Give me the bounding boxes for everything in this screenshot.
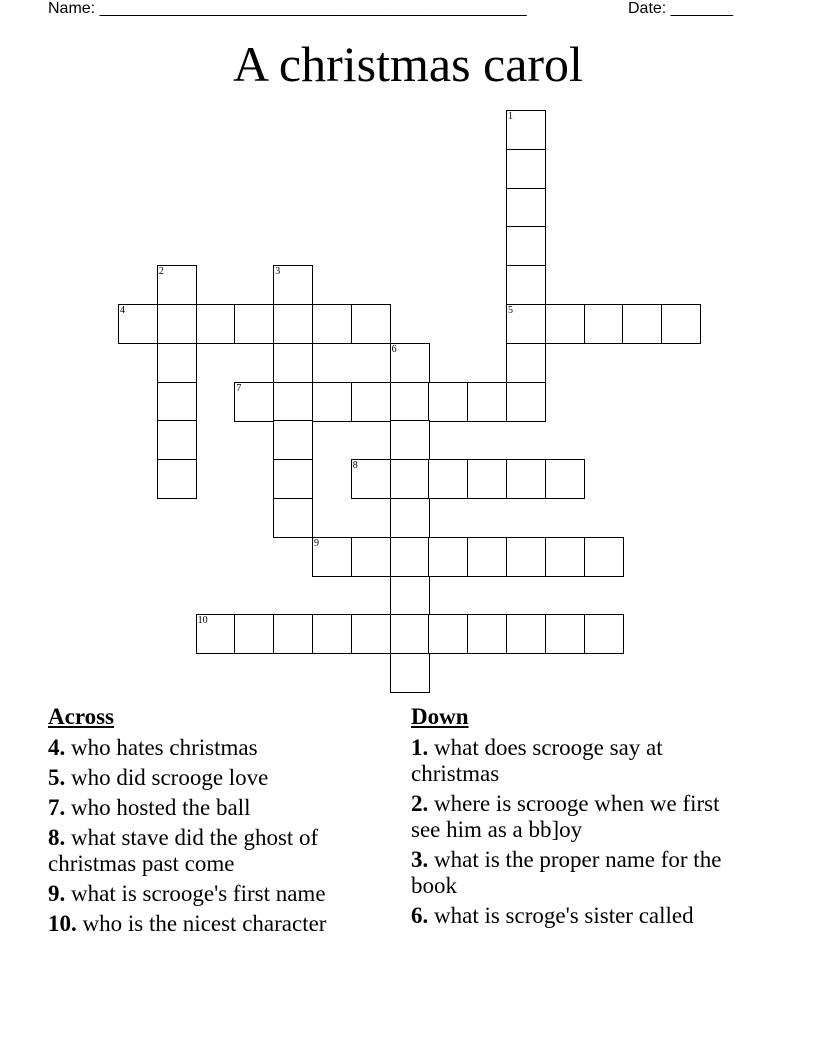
grid-cell[interactable] <box>545 459 585 499</box>
clue-text: what is scroge's sister called <box>434 903 694 928</box>
grid-cell[interactable] <box>390 343 430 383</box>
grid-cell[interactable] <box>506 110 546 150</box>
grid-cell[interactable] <box>428 382 468 422</box>
clue-number: 4. <box>48 735 66 760</box>
grid-cell[interactable] <box>157 343 197 383</box>
grid-cell[interactable] <box>506 343 546 383</box>
grid-cell[interactable] <box>467 614 507 654</box>
clue-number: 5. <box>48 765 66 790</box>
clue-down-6 <box>411 903 751 929</box>
across-clues <box>48 703 388 941</box>
grid-cell[interactable] <box>351 459 391 499</box>
grid-cell[interactable] <box>390 576 430 616</box>
clue-number: 7. <box>48 795 66 820</box>
down-heading: Down <box>411 704 469 729</box>
grid-cell[interactable] <box>273 614 313 654</box>
grid-cell[interactable] <box>157 459 197 499</box>
clue-text: who hosted the ball <box>71 795 251 820</box>
clue-number: 9. <box>48 881 66 906</box>
grid-cell[interactable] <box>428 459 468 499</box>
grid-cell[interactable] <box>661 304 701 344</box>
clue-text: where is scrooge when we first see him as a bb]oy <box>411 791 720 842</box>
clue-across-9 <box>48 881 388 907</box>
cell-number: 9 <box>314 537 319 549</box>
cell-number: 6 <box>391 343 397 355</box>
clue-number: 10. <box>48 911 77 936</box>
grid-cell[interactable] <box>351 382 391 422</box>
down-clues <box>411 703 751 933</box>
clue-text: what does scrooge say at christmas <box>411 735 663 786</box>
clue-text: who is the nicest character <box>82 911 327 936</box>
grid-cell[interactable] <box>428 537 468 577</box>
grid-cell[interactable] <box>234 382 274 422</box>
grid-cell[interactable] <box>312 382 352 422</box>
grid-cell[interactable] <box>390 382 430 422</box>
clue-across-5 <box>48 765 388 791</box>
clue-down-2 <box>411 791 751 843</box>
cell-number: 2 <box>158 266 164 278</box>
cell-number: 8 <box>352 460 358 472</box>
grid-cell[interactable] <box>506 382 546 422</box>
grid-cell[interactable] <box>467 382 507 422</box>
cell-number: 7 <box>236 382 242 394</box>
grid-cell[interactable] <box>390 498 430 538</box>
clue-across-4 <box>48 735 388 761</box>
grid-cell[interactable] <box>467 459 507 499</box>
clue-number: 3. <box>411 847 429 872</box>
clue-text: who did scrooge love <box>71 765 269 790</box>
clue-number: 8. <box>48 825 66 850</box>
grid-cell[interactable] <box>273 498 313 538</box>
cell-number: 5 <box>508 305 513 316</box>
grid-cell[interactable] <box>390 459 430 499</box>
clue-down-1 <box>411 735 751 787</box>
grid-cell[interactable] <box>506 226 546 266</box>
grid-cell[interactable] <box>312 614 352 654</box>
grid-cell[interactable] <box>506 149 546 189</box>
grid-cell[interactable] <box>157 265 197 305</box>
grid-cell[interactable] <box>390 537 430 577</box>
clue-down-3 <box>411 847 751 899</box>
cell-number: 3 <box>275 266 281 278</box>
grid-cell[interactable] <box>545 614 585 654</box>
grid-cell[interactable] <box>273 459 313 499</box>
clue-text: what is scrooge's first name <box>71 881 326 906</box>
grid-cell[interactable] <box>273 265 313 305</box>
grid-cell[interactable] <box>312 304 352 344</box>
clue-number: 6. <box>411 903 429 928</box>
cell-number: 4 <box>120 305 125 316</box>
grid-cell[interactable] <box>506 537 546 577</box>
grid-cell[interactable] <box>234 304 274 344</box>
grid-cell[interactable] <box>584 537 624 577</box>
clue-text: who hates christmas <box>71 735 258 760</box>
puzzle-title: A christmas carol <box>233 36 583 92</box>
grid-cell[interactable] <box>351 304 391 344</box>
cell-number: 10 <box>197 615 208 627</box>
clue-across-7 <box>48 795 388 821</box>
cell-number: 1 <box>508 111 513 122</box>
across-heading: Across <box>48 704 115 729</box>
grid-cell[interactable] <box>273 343 313 383</box>
grid-cell[interactable] <box>506 188 546 228</box>
grid-cell[interactable] <box>157 304 197 344</box>
grid-cell[interactable] <box>506 265 546 305</box>
grid-cell[interactable] <box>312 537 352 577</box>
grid-cell[interactable] <box>506 614 546 654</box>
clue-across-10 <box>48 911 388 937</box>
grid-cell[interactable] <box>428 614 468 654</box>
grid-cell[interactable] <box>506 304 546 344</box>
grid-cell[interactable] <box>390 614 430 654</box>
grid-cell[interactable] <box>390 420 430 460</box>
grid-cell[interactable] <box>273 420 313 460</box>
grid-cell[interactable] <box>467 537 507 577</box>
clue-number: 1. <box>411 735 429 760</box>
grid-cell[interactable] <box>273 382 313 422</box>
grid-cell[interactable] <box>196 304 236 344</box>
grid-cell[interactable] <box>622 304 662 344</box>
grid-cell[interactable] <box>390 653 430 693</box>
name-field-line: Name: ________________________________________________ <box>48 0 527 17</box>
grid-cell[interactable] <box>273 304 313 344</box>
grid-cell[interactable] <box>545 537 585 577</box>
grid-cell[interactable] <box>584 304 624 344</box>
clue-across-8 <box>48 825 388 877</box>
clue-text: what is the proper name for the book <box>411 847 722 898</box>
grid-cell[interactable] <box>351 537 391 577</box>
grid-cell[interactable] <box>157 420 197 460</box>
grid-cell[interactable] <box>351 614 391 654</box>
date-field-line: Date: _______ <box>628 0 733 17</box>
grid-cell[interactable] <box>506 459 546 499</box>
grid-cell[interactable] <box>234 614 274 654</box>
grid-cell[interactable] <box>157 382 197 422</box>
grid-cell[interactable] <box>584 614 624 654</box>
clue-text: what stave did the ghost of christmas past come <box>48 825 319 876</box>
clue-number: 2. <box>411 791 429 816</box>
grid-cell[interactable] <box>545 304 585 344</box>
grid-cell[interactable] <box>118 304 158 344</box>
grid-cell[interactable] <box>196 614 236 654</box>
